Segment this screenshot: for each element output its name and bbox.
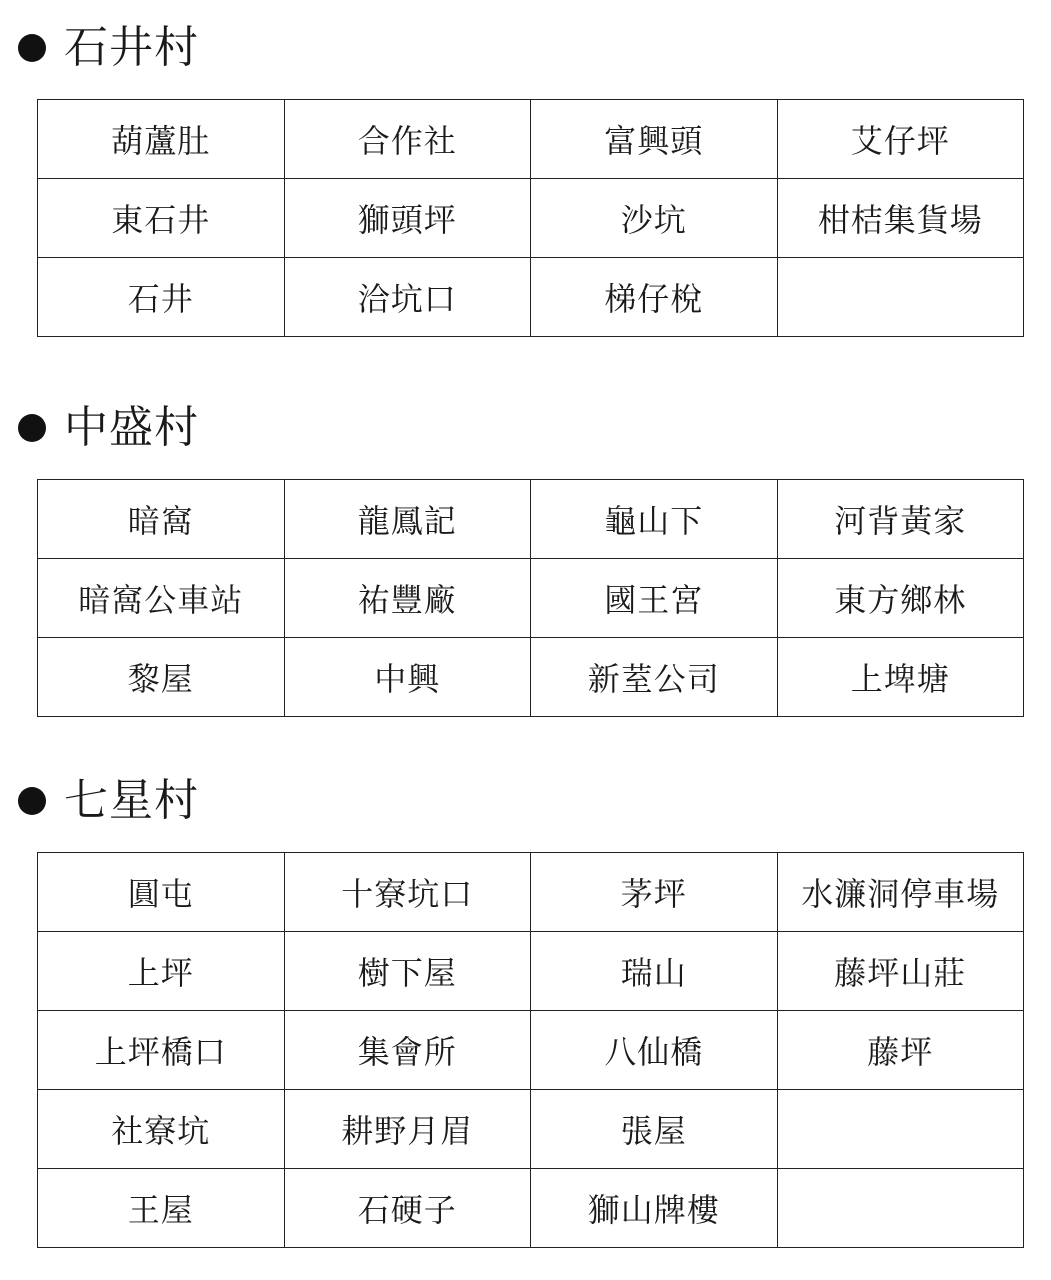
section-title: 石井村 [64, 22, 199, 73]
table-row [38, 1090, 1024, 1169]
bullet-icon [18, 414, 46, 442]
table-cell: 樹下屋 [284, 932, 531, 1011]
table-row [38, 100, 1024, 179]
table-cell: 柑桔集貨場 [777, 179, 1024, 258]
table-cell: 瑞山 [531, 932, 778, 1011]
table-cell: 張屋 [531, 1090, 778, 1169]
table-cell: 黎屋 [38, 638, 285, 717]
section-title: 七星村 [64, 775, 199, 826]
table-row [38, 853, 1024, 932]
table-cell: 艾仔坪 [777, 100, 1024, 179]
table-cell: 茅坪 [531, 853, 778, 932]
table-row [38, 480, 1024, 559]
table-row [38, 559, 1024, 638]
table-cell: 水濂洞停車場 [777, 853, 1024, 932]
stops-table-qixing [37, 852, 1024, 1248]
table-cell: 石井 [38, 258, 285, 337]
stops-table-shijing [37, 99, 1024, 337]
section-heading-qixing [18, 771, 199, 831]
table-cell: 合作社 [284, 100, 531, 179]
table-cell: 富興頭 [531, 100, 778, 179]
table-cell-empty [777, 258, 1024, 337]
table-cell: 河背黃家 [777, 480, 1024, 559]
table-cell: 上埤塘 [777, 638, 1024, 717]
table-cell: 龜山下 [531, 480, 778, 559]
table-cell-empty [777, 1090, 1024, 1169]
stops-table-zhongsheng [37, 479, 1024, 717]
table-row [38, 638, 1024, 717]
table-cell: 暗窩公車站 [38, 559, 285, 638]
table-cell: 八仙橋 [531, 1011, 778, 1090]
table-cell: 東石井 [38, 179, 285, 258]
table-row [38, 932, 1024, 1011]
table-cell: 王屋 [38, 1169, 285, 1248]
section-heading-zhongsheng [18, 398, 199, 458]
table-cell: 社寮坑 [38, 1090, 285, 1169]
table-cell: 葫蘆肚 [38, 100, 285, 179]
table-row [38, 258, 1024, 337]
table-cell: 上坪 [38, 932, 285, 1011]
table-row [38, 1011, 1024, 1090]
table-cell: 龍鳳記 [284, 480, 531, 559]
table-cell: 石硬子 [284, 1169, 531, 1248]
table-cell: 東方鄉林 [777, 559, 1024, 638]
bullet-icon [18, 787, 46, 815]
table-cell: 獅山牌樓 [531, 1169, 778, 1248]
table-cell: 藤坪山莊 [777, 932, 1024, 1011]
table-cell: 獅頭坪 [284, 179, 531, 258]
table-cell: 集會所 [284, 1011, 531, 1090]
section-title: 中盛村 [64, 402, 199, 453]
table-cell: 沙坑 [531, 179, 778, 258]
table-cell: 上坪橋口 [38, 1011, 285, 1090]
table-cell: 新荎公司 [531, 638, 778, 717]
table-cell: 十寮坑口 [284, 853, 531, 932]
bullet-icon [18, 34, 46, 62]
table-cell: 洽坑口 [284, 258, 531, 337]
table-row [38, 179, 1024, 258]
table-cell: 國王宮 [531, 559, 778, 638]
table-cell-empty [777, 1169, 1024, 1248]
table-cell: 耕野月眉 [284, 1090, 531, 1169]
section-heading-shijing [18, 18, 199, 78]
table-cell: 梯仔梲 [531, 258, 778, 337]
table-cell: 暗窩 [38, 480, 285, 559]
table-cell: 藤坪 [777, 1011, 1024, 1090]
table-cell: 圓屯 [38, 853, 285, 932]
table-cell: 中興 [284, 638, 531, 717]
table-row [38, 1169, 1024, 1248]
table-cell: 祐豐廠 [284, 559, 531, 638]
